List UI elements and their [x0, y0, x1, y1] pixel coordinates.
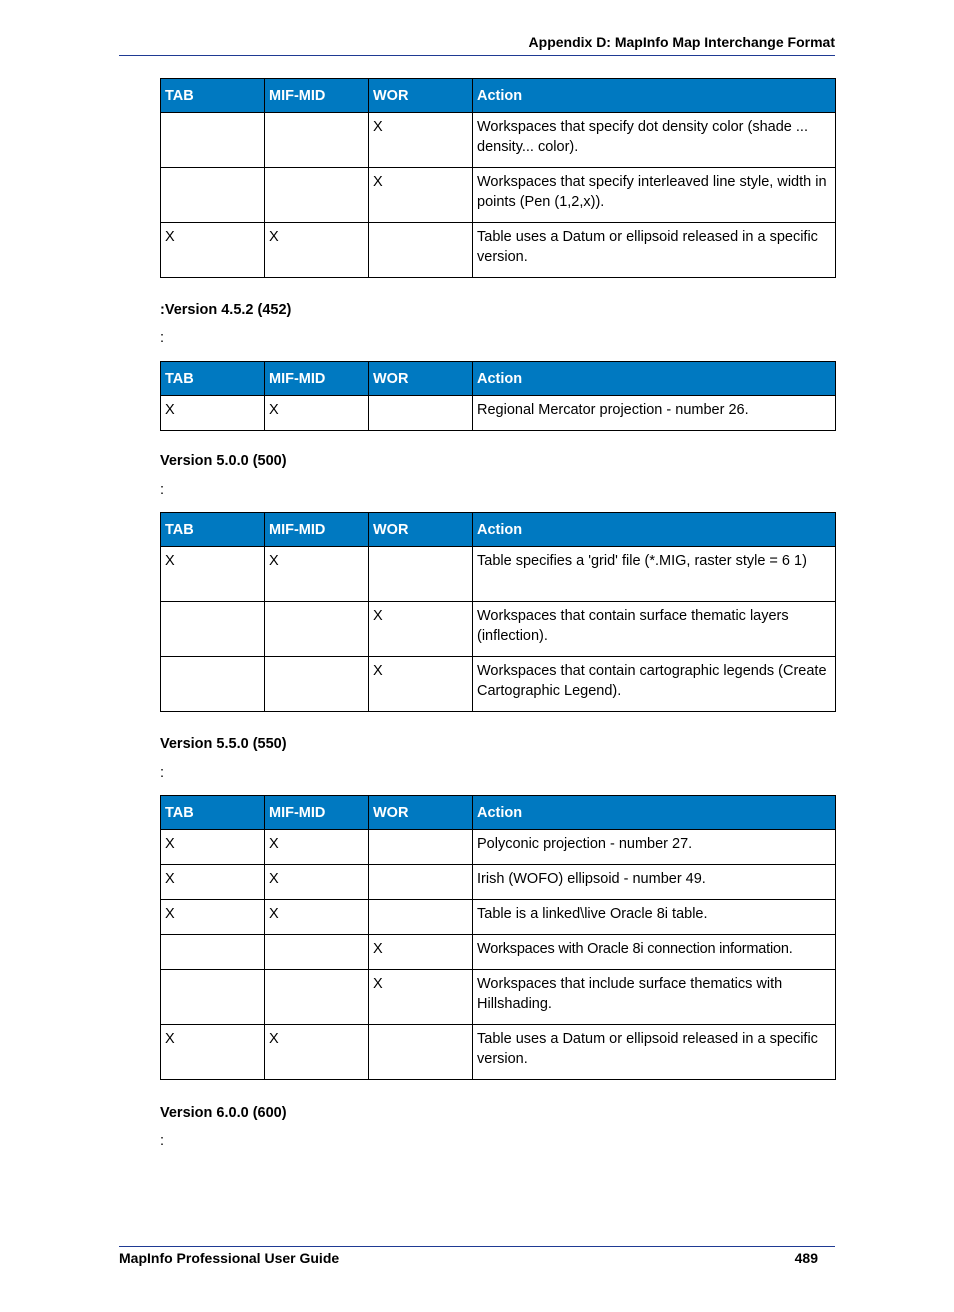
table-row: [161, 602, 836, 657]
cell-tab: X: [161, 830, 265, 865]
cell-tab: [161, 935, 265, 970]
cell-tab: [161, 970, 265, 1025]
section-colon: :: [160, 765, 165, 781]
table-row: [161, 223, 836, 278]
cell-action: Table specifies a 'grid' file (*.MIG, raster style = 6 1): [473, 547, 836, 602]
cell-tab: X: [161, 396, 265, 431]
cell-mif-mid: [265, 657, 369, 712]
col-tab: TAB: [161, 796, 265, 830]
footer-title: MapInfo Professional User Guide: [119, 1250, 340, 1266]
cell-mif-mid: X: [265, 223, 369, 278]
cell-wor: [369, 830, 473, 865]
cell-mif-mid: X: [265, 900, 369, 935]
cell-wor: [369, 547, 473, 602]
cell-wor: [369, 900, 473, 935]
cell-action: Table is a linked\live Oracle 8i table.: [473, 900, 836, 935]
col-wor: WOR: [369, 79, 473, 113]
cell-action: Workspaces that specify dot density color (shade ... density... color).: [473, 113, 836, 168]
cell-wor: X: [369, 168, 473, 223]
col-action: Action: [473, 796, 836, 830]
section-label: :Version 4.5.2 (452): [160, 302, 292, 318]
table-row: [161, 865, 836, 900]
cell-mif-mid: X: [265, 1025, 369, 1080]
cell-mif-mid: X: [265, 396, 369, 431]
cell-mif-mid: X: [265, 830, 369, 865]
col-mif-mid: MIF-MID: [265, 796, 369, 830]
col-action: Action: [473, 79, 836, 113]
cell-mif-mid: X: [265, 547, 369, 602]
col-wor: WOR: [369, 362, 473, 396]
table-header-row: [161, 796, 836, 830]
version-table-4: [160, 795, 836, 1080]
cell-mif-mid: [265, 935, 369, 970]
table-row: [161, 113, 836, 168]
col-tab: TAB: [161, 513, 265, 547]
cell-action: Irish (WOFO) ellipsoid - number 49.: [473, 865, 836, 900]
table-row: [161, 830, 836, 865]
cell-wor: [369, 1025, 473, 1080]
section-label: Version 5.0.0 (500): [160, 453, 287, 469]
cell-mif-mid: [265, 602, 369, 657]
cell-mif-mid: [265, 168, 369, 223]
table-header-row: [161, 79, 836, 113]
table-row: [161, 168, 836, 223]
col-mif-mid: MIF-MID: [265, 362, 369, 396]
section-label: Version 5.5.0 (550): [160, 736, 287, 752]
table-row: [161, 900, 836, 935]
table-row: [161, 935, 836, 970]
cell-action: Polyconic projection - number 27.: [473, 830, 836, 865]
table-row: [161, 547, 836, 602]
cell-action: Table uses a Datum or ellipsoid released in a specific version.: [473, 223, 836, 278]
cell-wor: [369, 223, 473, 278]
header-title: Appendix D: MapInfo Map Interchange Format: [528, 34, 835, 50]
cell-tab: X: [161, 865, 265, 900]
table-row: [161, 657, 836, 712]
cell-tab: [161, 657, 265, 712]
cell-tab: X: [161, 900, 265, 935]
cell-mif-mid: X: [265, 865, 369, 900]
cell-mif-mid: [265, 970, 369, 1025]
cell-tab: [161, 113, 265, 168]
cell-action: Workspaces that include surface thematics with Hillshading.: [473, 970, 836, 1025]
cell-mif-mid: [265, 113, 369, 168]
page-number: 489: [794, 1250, 818, 1266]
cell-tab: X: [161, 1025, 265, 1080]
cell-action: Table uses a Datum or ellipsoid released in a specific version.: [473, 1025, 836, 1080]
section-colon: :: [160, 330, 165, 346]
col-tab: TAB: [161, 362, 265, 396]
col-action: Action: [473, 513, 836, 547]
cell-action: Workspaces with Oracle 8i connection information.: [473, 935, 836, 970]
cell-wor: X: [369, 970, 473, 1025]
table-header-row: [161, 362, 836, 396]
version-table-3: [160, 512, 836, 712]
version-table-2: [160, 361, 836, 431]
table-row: [161, 970, 836, 1025]
table-header-row: [161, 513, 836, 547]
section-colon: :: [160, 482, 165, 498]
page-footer: [119, 1246, 835, 1266]
col-wor: WOR: [369, 513, 473, 547]
cell-wor: X: [369, 113, 473, 168]
cell-wor: [369, 396, 473, 431]
cell-action: Workspaces that contain surface thematic layers (inflection).: [473, 602, 836, 657]
col-mif-mid: MIF-MID: [265, 79, 369, 113]
section-label: Version 6.0.0 (600): [160, 1105, 287, 1121]
version-table-1: [160, 78, 836, 278]
cell-action: Workspaces that contain cartographic legends (Create Cartographic Legend).: [473, 657, 836, 712]
col-mif-mid: MIF-MID: [265, 513, 369, 547]
cell-action: Workspaces that specify interleaved line style, width in points (Pen (1,2,x)).: [473, 168, 836, 223]
cell-action: Regional Mercator projection - number 26.: [473, 396, 836, 431]
col-action: Action: [473, 362, 836, 396]
cell-wor: [369, 865, 473, 900]
table-row: [161, 396, 836, 431]
col-wor: WOR: [369, 796, 473, 830]
table-row: [161, 1025, 836, 1080]
cell-wor: X: [369, 602, 473, 657]
cell-tab: [161, 168, 265, 223]
cell-tab: X: [161, 223, 265, 278]
page-header: [119, 34, 835, 56]
cell-wor: X: [369, 935, 473, 970]
section-colon: :: [160, 1133, 165, 1149]
cell-tab: X: [161, 547, 265, 602]
cell-tab: [161, 602, 265, 657]
cell-wor: X: [369, 657, 473, 712]
col-tab: TAB: [161, 79, 265, 113]
